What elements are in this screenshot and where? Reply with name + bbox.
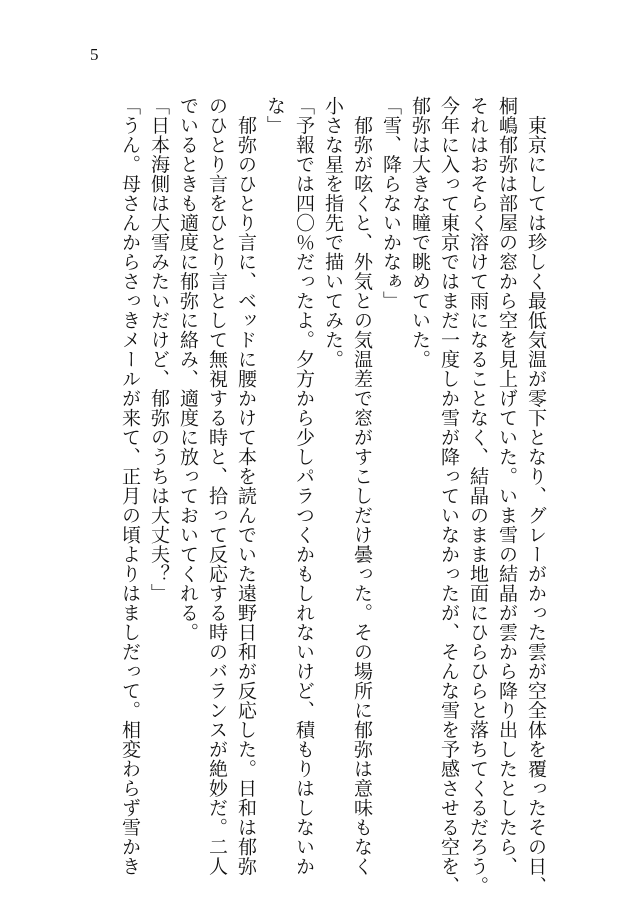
text-line: それはおそらく溶けて雨になることなく、結晶のまま地面にひらひらと落ちてくるだろう。 [467,96,489,896]
text-line: 桐嶋郁弥は部屋の窓から空を見上げていた。いま雪の結晶が雲から降り出したとしたら、 [496,96,518,876]
page-number: 5 [90,45,99,64]
text-line: 郁弥のひとり言に、ベッドに腰かけて本を読んでいた遠野日和が反応した。日和は郁弥 [235,96,257,876]
text-line: 「日本海側は大雪みたいだけど、郁弥のうちは大丈夫？」 [148,96,170,603]
text-line: 郁弥が呟くと、外気との気温差で窓がすこしだけ曇った。その場所に郁弥は意味もなく [351,96,373,876]
text-line: でいるときも適度に郁弥に絡み、適度に放っておいてくれる。 [177,96,199,642]
text-line: 郁弥は大きな瞳で眺めていた。 [409,96,431,369]
text-line: のひとり言をひとり言として無視する時と、拾って反応する時のバランスが絶妙だ。二人 [206,96,228,876]
text-line: 東京にしては珍しく最低気温が零下となり、グレーがかった雲が空全体を覆ったその日、 [525,96,547,896]
text-line: 今年に入って東京ではまだ一度しか雪が降っていなかったが、そんな雪を予感させる空を、 [438,96,460,896]
text-line: 「予報では四〇％だったよ。夕方から少しパラつくかもしれないけど、積もりはしないか [293,96,315,876]
text-line: 小さな星を指先で描いてみた。 [322,96,344,369]
vertical-text-body [115,96,550,896]
text-line: 「雪、降らないかなぁ」 [380,96,402,311]
text-line: な」 [264,96,286,135]
text-line: 「うん。母さんからさっきメールが来て、正月の頃よりはましだって。相変わらず雪かき [119,96,141,876]
